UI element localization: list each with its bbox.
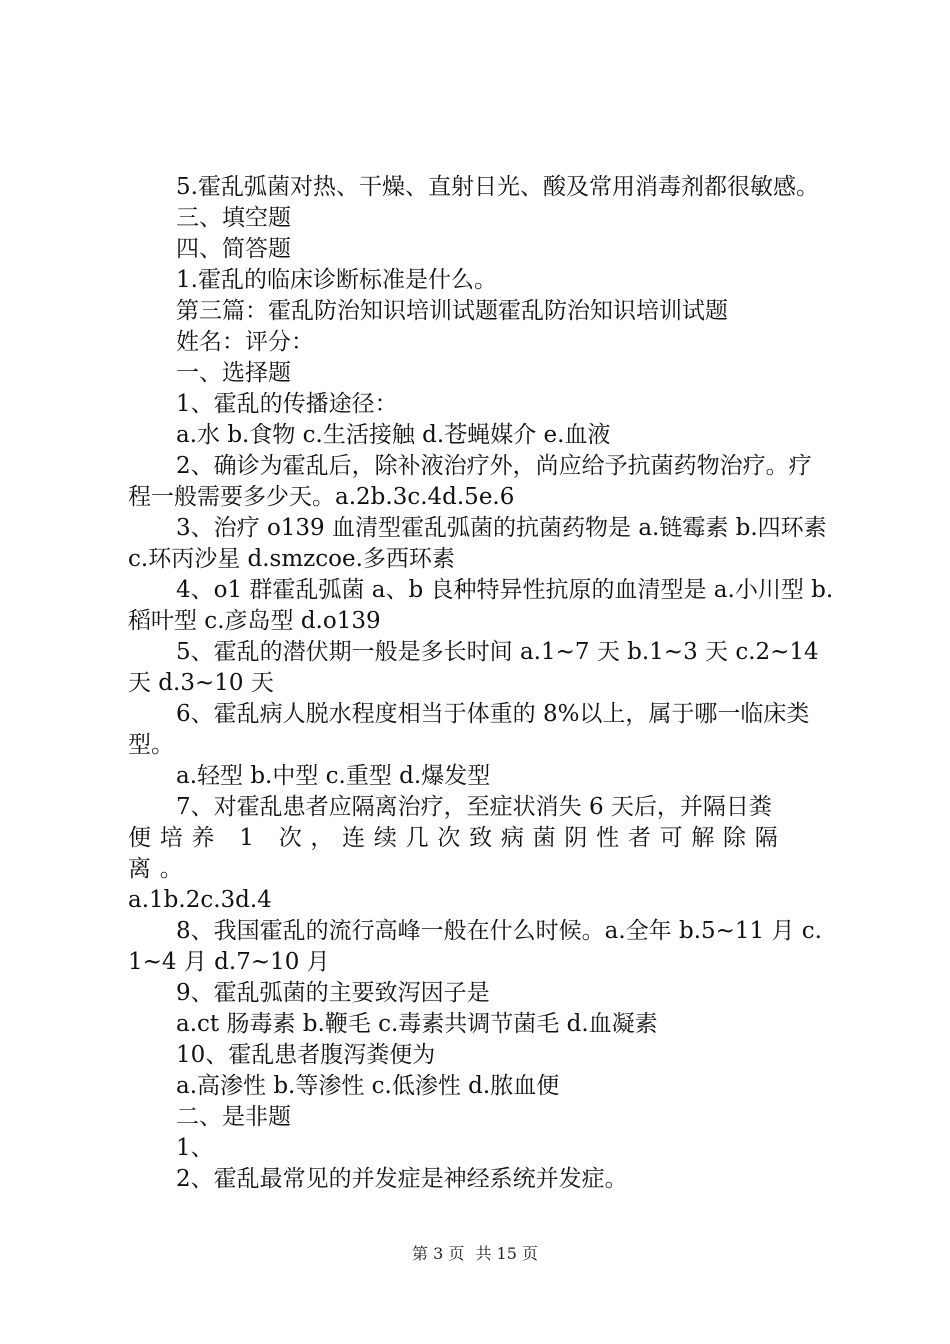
document-body xyxy=(128,172,834,1195)
name-score-line: 姓名：评分： xyxy=(176,329,314,355)
question-6: 6、霍乱病人脱水程度相当于体重的 8%以上，属于哪一临床类型。 xyxy=(128,701,810,758)
question-7-line-3: a.1b.2c.3d.4 xyxy=(128,887,272,913)
chapter-title: 第三篇：霍乱防治知识培训试题霍乱防治知识培训试题 xyxy=(176,298,728,324)
short-answer-question-1: 1.霍乱的临床诊断标准是什么。 xyxy=(176,267,497,293)
true-false-2: 2、霍乱最常见的并发症是神经系统并发症。 xyxy=(176,1166,628,1192)
question-7 xyxy=(128,792,834,916)
question-6-options: a.轻型 b.中型 c.重型 d.爆发型 xyxy=(176,763,491,789)
question-7-line-1: 7、对霍乱患者应隔离治疗，至症状消失 6 天后，并隔日粪 xyxy=(176,794,772,820)
paragraph-5-statement: 5.霍乱弧菌对热、干燥、直射日光、酸及常用消毒剂都很敏感。 xyxy=(176,174,819,200)
true-false-1: 1、 xyxy=(176,1135,214,1161)
page-footer xyxy=(0,1244,950,1264)
section-heading-short-answer: 四、简答题 xyxy=(176,236,291,262)
question-3: 3、治疗 o139 血清型霍乱弧菌的抗菌药物是 a.链霉素 b.四环素 c.环丙沙星 d.smzcoe.多西环素 xyxy=(128,515,827,572)
question-8: 8、我国霍乱的流行高峰一般在什么时候。a.全年 b.5~11 月 c.1~4 月 d.7~10 月 xyxy=(128,918,822,975)
question-5: 5、霍乱的潜伏期一般是多长时间 a.1~7 天 b.1~3 天 c.2~14 天 d.3~10 天 xyxy=(128,639,819,696)
question-1-options: a.水 b.食物 c.生活接触 d.苍蝇媒介 e.血液 xyxy=(176,422,611,448)
section-heading-true-false: 二、是非题 xyxy=(176,1104,291,1130)
section-heading-fill-in: 三、填空题 xyxy=(176,205,291,231)
section-heading-choice: 一、选择题 xyxy=(176,360,291,386)
question-4: 4、o1 群霍乱弧菌 a、b 良种特异性抗原的血清型是 a.小川型 b.稻叶型 c.彦岛型 d.o139 xyxy=(128,577,834,634)
question-7-line-2: 便培养 1 次，连续几次致病菌阴性者可解除隔离。 xyxy=(128,825,787,882)
page-number: 第 3 页 xyxy=(412,1244,465,1263)
question-2: 2、确诊为霍乱后，除补液治疗外，尚应给予抗菌药物治疗。疗程一般需要多少天。a.2b.3c.4d.5e.6 xyxy=(128,453,812,510)
question-9-options: a.ct 肠毒素 b.鞭毛 c.毒素共调节菌毛 d.血凝素 xyxy=(176,1011,658,1037)
page-total: 共 15 页 xyxy=(475,1244,538,1263)
question-10-options: a.高渗性 b.等渗性 c.低渗性 d.脓血便 xyxy=(176,1073,560,1099)
question-9: 9、霍乱弧菌的主要致泻因子是 xyxy=(176,980,490,1006)
question-10: 10、霍乱患者腹泻粪便为 xyxy=(176,1042,436,1068)
question-1: 1、霍乱的传播途径： xyxy=(176,391,398,417)
